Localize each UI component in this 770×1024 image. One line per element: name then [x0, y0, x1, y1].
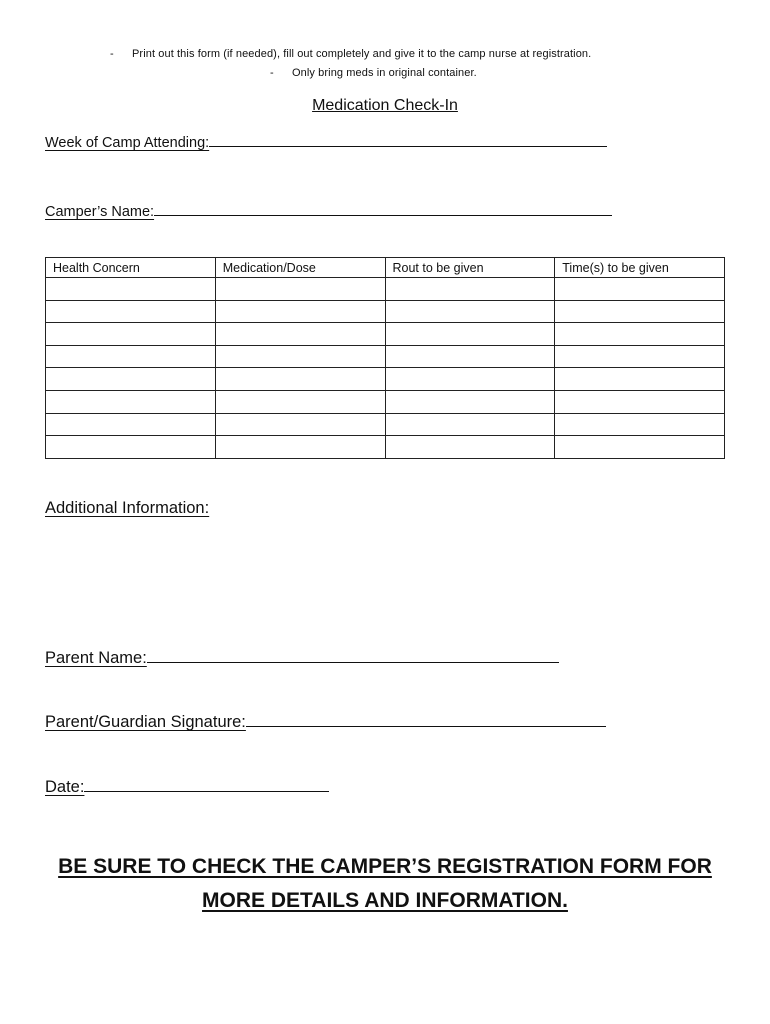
table-row: [46, 390, 725, 413]
table-row: [46, 300, 725, 323]
table-row: [46, 436, 725, 459]
table-cell[interactable]: [46, 368, 216, 391]
table-cell[interactable]: [385, 345, 555, 368]
table-cell[interactable]: [555, 368, 725, 391]
week-label: Week of Camp Attending:: [45, 135, 210, 151]
table-cell[interactable]: [215, 345, 385, 368]
signature-label: Parent/Guardian Signature:: [45, 713, 246, 731]
table-cell[interactable]: [46, 390, 216, 413]
footer-line-1: BE SURE TO CHECK THE CAMPER’S REGISTRATION FORM FOR: [58, 855, 712, 878]
table-cell[interactable]: [555, 345, 725, 368]
table-cell[interactable]: [555, 323, 725, 346]
table-cell[interactable]: [215, 278, 385, 301]
bullet-dash: -: [270, 67, 274, 79]
parent-name-input-line[interactable]: [147, 661, 559, 663]
header-medication-dose: Medication/Dose: [215, 258, 385, 278]
table-cell[interactable]: [46, 345, 216, 368]
signature-field: [45, 713, 606, 732]
date-field: [45, 778, 329, 797]
table-cell[interactable]: [555, 390, 725, 413]
camper-name-label: Camper’s Name:: [45, 204, 155, 220]
table-cell[interactable]: [46, 323, 216, 346]
header-times: Time(s) to be given: [555, 258, 725, 278]
table-cell[interactable]: [385, 278, 555, 301]
additional-info-field: [45, 499, 209, 518]
table-cell[interactable]: [215, 390, 385, 413]
parent-name-label: Parent Name:: [45, 649, 147, 667]
header-health-concern: Health Concern: [46, 258, 216, 278]
table-row: [46, 368, 725, 391]
camper-name-field: [45, 204, 612, 220]
table-cell[interactable]: [385, 436, 555, 459]
table-cell[interactable]: [46, 278, 216, 301]
header-route: Rout to be given: [385, 258, 555, 278]
table-cell[interactable]: [385, 300, 555, 323]
table-row: [46, 323, 725, 346]
table-cell[interactable]: [215, 368, 385, 391]
date-input-line[interactable]: [84, 790, 329, 792]
table-cell[interactable]: [46, 300, 216, 323]
instruction-text-2: Only bring meds in original container.: [292, 67, 477, 79]
table-cell[interactable]: [385, 413, 555, 436]
table-header-row: [46, 258, 725, 278]
table-row: [46, 278, 725, 301]
table-row: [46, 345, 725, 368]
footer-line-2: MORE DETAILS AND INFORMATION.: [202, 889, 568, 912]
table-cell[interactable]: [555, 300, 725, 323]
signature-input-line[interactable]: [246, 725, 606, 727]
table-cell[interactable]: [215, 413, 385, 436]
form-title: [0, 97, 770, 115]
medication-table: [45, 257, 725, 459]
table-cell[interactable]: [46, 413, 216, 436]
week-input-line[interactable]: [209, 145, 607, 147]
parent-name-field: [45, 649, 559, 668]
date-label: Date:: [45, 778, 85, 796]
table-cell[interactable]: [215, 436, 385, 459]
week-field: [45, 135, 607, 151]
camper-name-input-line[interactable]: [154, 214, 612, 216]
table-cell[interactable]: [385, 390, 555, 413]
instruction-line-2: [270, 67, 477, 79]
bullet-dash: -: [110, 48, 114, 60]
table-row: [46, 413, 725, 436]
form-title-text: Medication Check-In: [312, 97, 458, 114]
instruction-text-1: Print out this form (if needed), fill out completely and give it to the camp nurse at registration.: [132, 48, 592, 60]
footer-notice: [0, 850, 770, 918]
additional-info-label: Additional Information:: [45, 499, 210, 517]
table-cell[interactable]: [555, 436, 725, 459]
table-cell[interactable]: [385, 323, 555, 346]
instruction-line-1: [110, 48, 591, 60]
table-cell[interactable]: [555, 278, 725, 301]
table-cell[interactable]: [215, 300, 385, 323]
table-cell[interactable]: [215, 323, 385, 346]
table-cell[interactable]: [385, 368, 555, 391]
medication-table-body: [46, 278, 725, 459]
table-cell[interactable]: [555, 413, 725, 436]
table-cell[interactable]: [46, 436, 216, 459]
